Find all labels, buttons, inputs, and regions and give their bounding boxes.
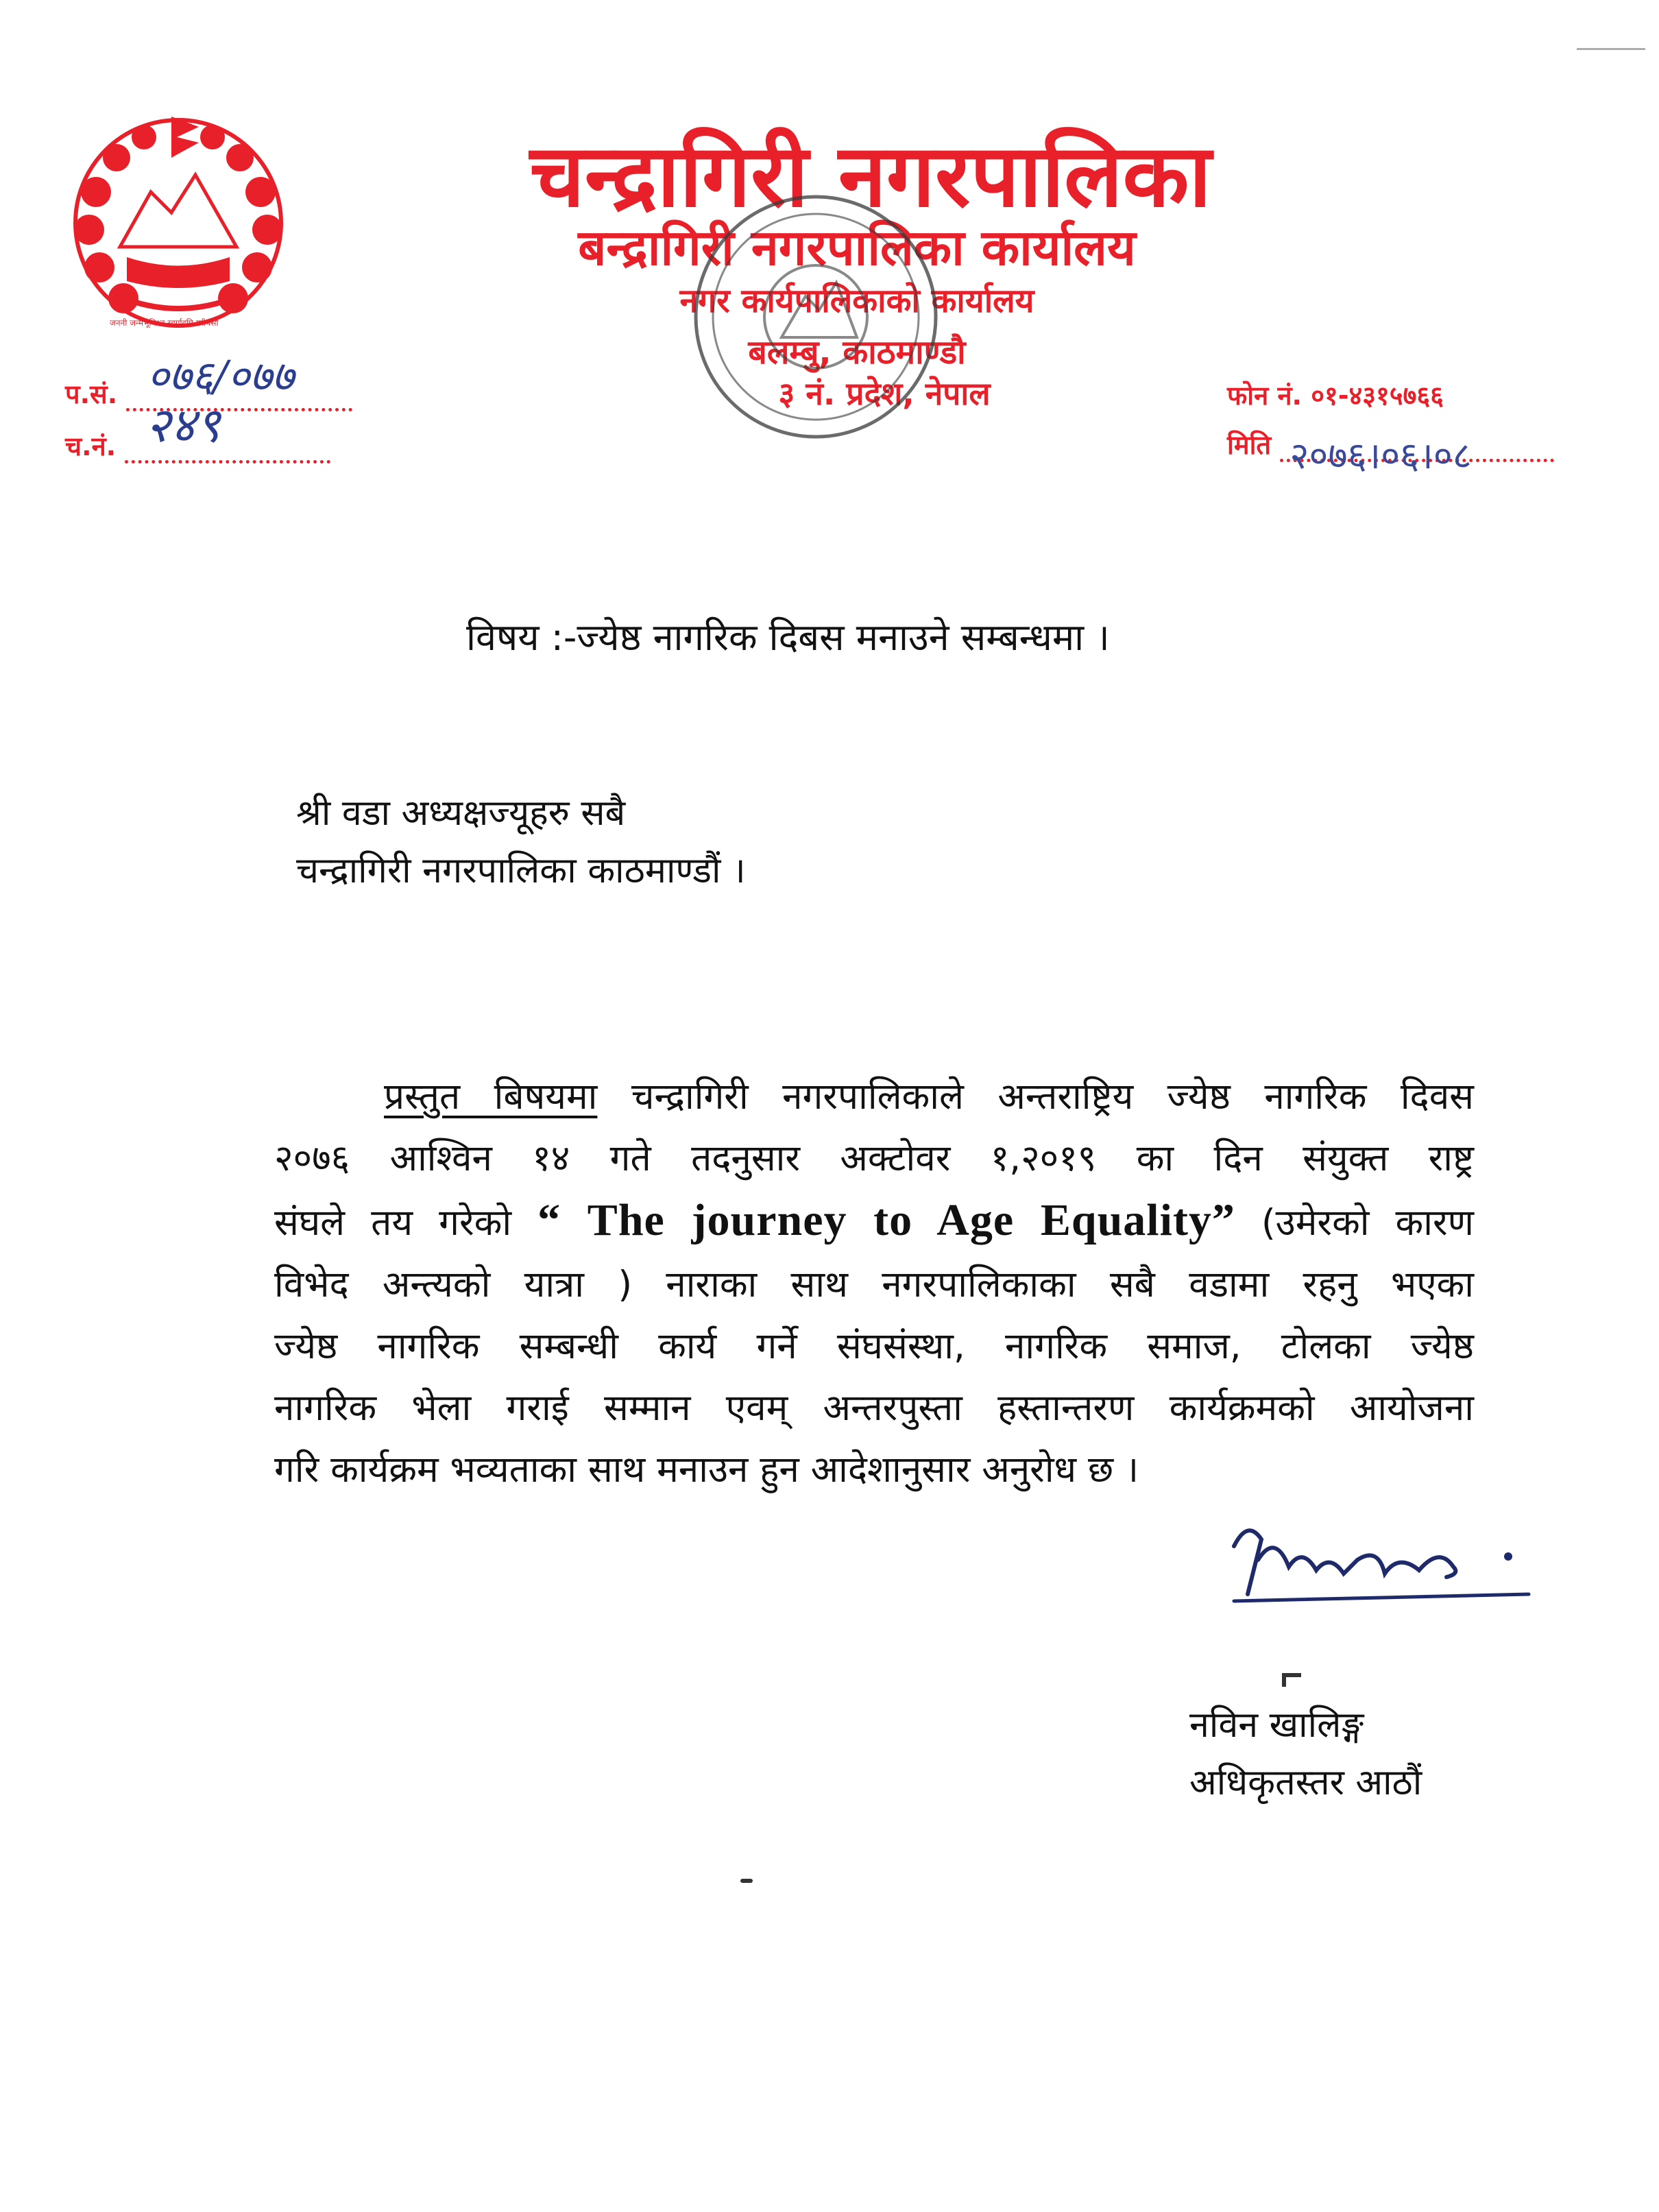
body-line-5: ज्येष्ठ नागरिक सम्बन्धी कार्य गर्ने संघसंस्था, नागरिक समाज, टोलका ज्येष्ठ <box>274 1325 1474 1367</box>
office-seal-stamp <box>679 180 953 454</box>
date-label: मिति <box>1227 430 1272 460</box>
body-line-3: संघले तय गरेको “ The journey to Age Equality” (उमेरको कारण <box>274 1195 1474 1245</box>
body-paragraph <box>274 1066 1474 1501</box>
emblem-caption: जननी जन्मभूमिश्च स्वर्गादपि गरीयसी <box>110 318 219 328</box>
scan-speck <box>740 1879 753 1883</box>
municipality-title: चन्द्रागिरी नगरपालिका <box>529 125 1212 226</box>
date-field <box>1227 426 1554 477</box>
cn-label: च.नं. <box>65 431 117 461</box>
signature-mark <box>1220 1505 1549 1622</box>
office-name: नगर कार्यपालिकाको कार्यालय <box>679 282 1034 320</box>
body-line-2: २०७६ आश्विन १४ गते तदनुसार अक्टोवर १,२०१९ का दिन संयुक्त राष्ट्र <box>274 1138 1474 1179</box>
subject-line: विषय :-ज्येष्ठ नागरिक दिबस मनाउने सम्बन्धमा । <box>466 616 1110 659</box>
phone-label: फोन नं. <box>1227 381 1302 411</box>
signatory-title: अधिकृतस्तर आठौं <box>1189 1762 1422 1803</box>
office-province: ३ नं. प्रदेश, नेपाल <box>778 375 991 412</box>
body-line-1: प्रस्तुत बिषयमा चन्द्रागिरी नगरपालिकाले अन्तराष्ट्रिय ज्येष्ठ नागरिक दिवस <box>384 1076 1474 1118</box>
signature-tick-vertical <box>1282 1673 1286 1687</box>
cn-field <box>65 397 330 464</box>
phone-field <box>1227 377 1444 413</box>
cn-value: २४९ <box>145 397 221 453</box>
date-value: २०७६।०६।०८ <box>1289 434 1472 477</box>
office-subtitle: बन्द्रागिरी नगरपालिका कार्यालय <box>578 219 1136 276</box>
scan-edge-mark <box>1577 48 1645 50</box>
signatory-name: नविन खालिङ्ग <box>1189 1705 1364 1746</box>
recipient-line-1: श्री वडा अध्यक्षज्यूहरु सबै <box>296 793 626 834</box>
phone-value: ०१-४३१५७६६ <box>1311 381 1444 411</box>
office-location: बलम्बु, काठमाण्डौ <box>748 333 966 372</box>
ps-value: ०७६/०७७ <box>147 351 294 401</box>
body-line-4: विभेद अन्त्यको यात्रा ) नाराका साथ नगरपालिकाका सबै वडामा रहनु भएका <box>274 1264 1474 1306</box>
recipient-line-2: चन्द्रागिरी नगरपालिका काठमाण्डौं । <box>296 850 746 891</box>
ps-label: प.सं. <box>65 379 118 409</box>
body-line-7: गरि कार्यक्रम भव्यताका साथ मनाउन हुन आदेशानुसार अनुरोध छ । <box>274 1449 1139 1491</box>
slogan-english: “ The journey to Age Equality” <box>537 1195 1235 1245</box>
body-line-6: नागरिक भेला गराई सम्मान एवम् अन्तरपुस्ता हस्तान्तरण कार्यक्रमको आयोजना <box>274 1387 1474 1429</box>
